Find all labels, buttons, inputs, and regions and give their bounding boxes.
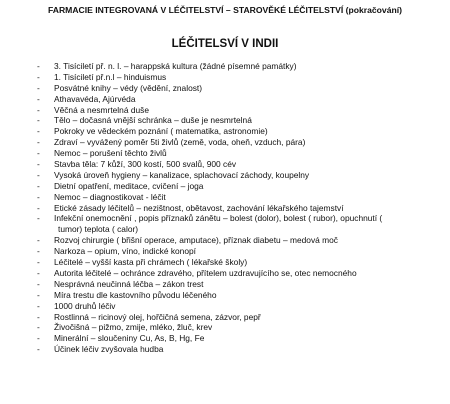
list-item-line: Autorita léčitelé – ochránce zdravého, přítelem uzdravujícího se, otec nemocného — [54, 267, 357, 278]
list-item-text — [54, 235, 338, 246]
list-item-line: Narkoza – opium, víno, indické konopí — [54, 246, 196, 257]
list-item-text — [54, 322, 212, 333]
list-item-text — [54, 159, 236, 170]
list-item-line: Vysoká úroveň hygieny – kanalizace, splachovací záchody, koupelny — [54, 169, 310, 180]
bullet-dash: - — [37, 180, 40, 191]
list-item — [0, 181, 450, 192]
bullet-dash: - — [37, 61, 40, 71]
list-item — [0, 192, 450, 203]
bullet-dash: - — [37, 71, 40, 82]
bullet-dash: - — [37, 126, 40, 137]
list-item-line: Živočišná – pižmo, zmije, mléko, žluč, krev — [54, 322, 213, 333]
bullet-dash: - — [37, 104, 40, 115]
bullet-dash: - — [37, 202, 40, 213]
list-item-text — [54, 105, 149, 116]
document-header: FARMACIE INTEGROVANÁ V LÉČITELSTVÍ – STAROVĚKÉ LÉČITELSTVÍ (pokračování) — [48, 5, 402, 15]
bullet-dash: - — [37, 159, 40, 170]
list-item-line: Nemoc – diagnostikovat - léčit — [54, 191, 166, 202]
bullet-dash: - — [37, 289, 40, 300]
list-item — [0, 72, 450, 83]
bullet-dash: - — [37, 267, 40, 278]
list-item-line: 3. Tisíciletí př. n. l. – harappská kultura (žádné písemné památky) — [54, 61, 297, 71]
list-item — [0, 279, 450, 290]
list-item-text — [54, 115, 252, 126]
list-item-text — [54, 333, 204, 344]
bullet-dash: - — [37, 257, 40, 268]
list-item-line: Účinek léčiv zvyšovala hudba — [54, 344, 164, 355]
list-item-line: Věčná a nesmrtelná duše — [54, 104, 149, 115]
document-title: LÉČITELSVÍ V INDII — [171, 38, 279, 50]
list-item — [0, 322, 450, 333]
list-item-text — [54, 268, 357, 279]
list-item-line: Minerální – sloučeniny Cu, As, B, Hg, Fe — [54, 333, 205, 344]
list-item-line: tumor) teplota ( calor) — [58, 224, 139, 235]
bullet-dash: - — [37, 300, 40, 311]
list-item — [0, 94, 450, 105]
list-item — [0, 83, 450, 94]
list-item-text — [54, 61, 297, 72]
list-item — [0, 290, 450, 301]
list-item-text — [54, 83, 202, 94]
list-item — [0, 312, 450, 323]
list-item-text — [54, 192, 166, 203]
list-item-text — [54, 246, 196, 257]
list-item-line: Rozvoj chirurgie ( břišní operace, amputace), příznak diabetu – medová moč — [54, 235, 338, 246]
list-item-line: Stavba těla: 7 kůží, 300 kostí, 500 svalů, 900 cév — [54, 159, 237, 170]
bullet-dash: - — [37, 213, 40, 224]
list-item-line: Etické zásady léčitelů – nezištnost, obětavost, zachování lékařského tajemství — [54, 202, 344, 213]
list-item — [0, 105, 450, 116]
list-item-text — [54, 312, 261, 323]
bullet-dash: - — [37, 115, 40, 126]
list-item-line: Nemoc – porušení těchto živlů — [54, 148, 167, 159]
list-item-line: Léčitelé – vyšší kasta při chrámech ( lékařské školy) — [54, 257, 248, 268]
list-item-text — [54, 181, 203, 192]
bullet-dash: - — [37, 191, 40, 202]
list-item-text — [54, 257, 247, 268]
list-item-text — [54, 203, 344, 214]
list-item — [0, 159, 450, 170]
list-item-text — [54, 72, 166, 83]
list-item — [0, 148, 450, 159]
bullet-dash: - — [37, 137, 40, 148]
bullet-dash: - — [37, 278, 40, 289]
list-item-line: Zdraví – vyvážený poměr 5ti živlů (země, voda, oheň, vzduch, pára) — [54, 137, 306, 148]
list-item-line: Tělo – dočasná vnější schránka – duše je nesmrtelná — [54, 115, 252, 126]
list-item — [0, 246, 450, 257]
bullet-dash: - — [37, 93, 40, 104]
bullet-dash: - — [37, 235, 40, 246]
list-item — [0, 170, 450, 181]
list-item — [0, 61, 450, 72]
list-item-line: Rostlinná – ricinový olej, hořčičná semena, zázvor, pepř — [54, 311, 261, 322]
list-item-text — [54, 137, 305, 148]
list-item-line: Míra trestu dle kastovního původu léčeného — [54, 289, 217, 300]
bullet-dash: - — [37, 344, 40, 355]
list-item-line: Posvátné knihy – védy (vědění, znalost) — [54, 82, 203, 93]
list-item — [0, 126, 450, 137]
list-item-text — [54, 279, 203, 290]
bullet-dash: - — [37, 169, 40, 180]
list-item — [0, 203, 450, 214]
list-item — [0, 344, 450, 355]
list-item-text — [54, 213, 382, 235]
list-item-text — [54, 344, 163, 355]
bullet-dash: - — [37, 311, 40, 322]
list-item-line: Infekční onemocnění , popis příznaků zánětu – bolest (dolor), bolest ( rubor), opuchnutí ( — [54, 213, 383, 224]
list-item — [0, 268, 450, 279]
list-item — [0, 213, 450, 235]
bullet-dash: - — [37, 246, 40, 257]
bullet-dash: - — [37, 333, 40, 344]
list-item-line: 1000 druhů léčiv — [54, 300, 116, 311]
list-item-text — [54, 94, 135, 105]
list-item — [0, 115, 450, 126]
list-item-line: Pokroky ve vědeckém poznání ( matematika, astronomie) — [54, 126, 268, 137]
list-item — [0, 257, 450, 268]
list-item — [0, 301, 450, 312]
list-item — [0, 137, 450, 148]
bullet-list — [0, 61, 450, 355]
bullet-dash: - — [37, 82, 40, 93]
list-item-text — [54, 301, 115, 312]
list-item-line: Nesprávná neučinná léčba – zákon trest — [54, 278, 204, 289]
list-item — [0, 235, 450, 246]
list-item-line: 1. Tisíciletí př.n.l – hinduismus — [54, 71, 167, 82]
bullet-dash: - — [37, 148, 40, 159]
list-item-line: Dietní opatření, meditace, cvičení – joga — [54, 180, 204, 191]
list-item-text — [54, 126, 268, 137]
list-item-text — [54, 290, 216, 301]
bullet-dash: - — [37, 322, 40, 333]
list-item-line: Athavavéda, Ajúrvéda — [54, 93, 136, 104]
list-item-text — [54, 148, 167, 159]
list-item-text — [54, 170, 309, 181]
list-item — [0, 333, 450, 344]
